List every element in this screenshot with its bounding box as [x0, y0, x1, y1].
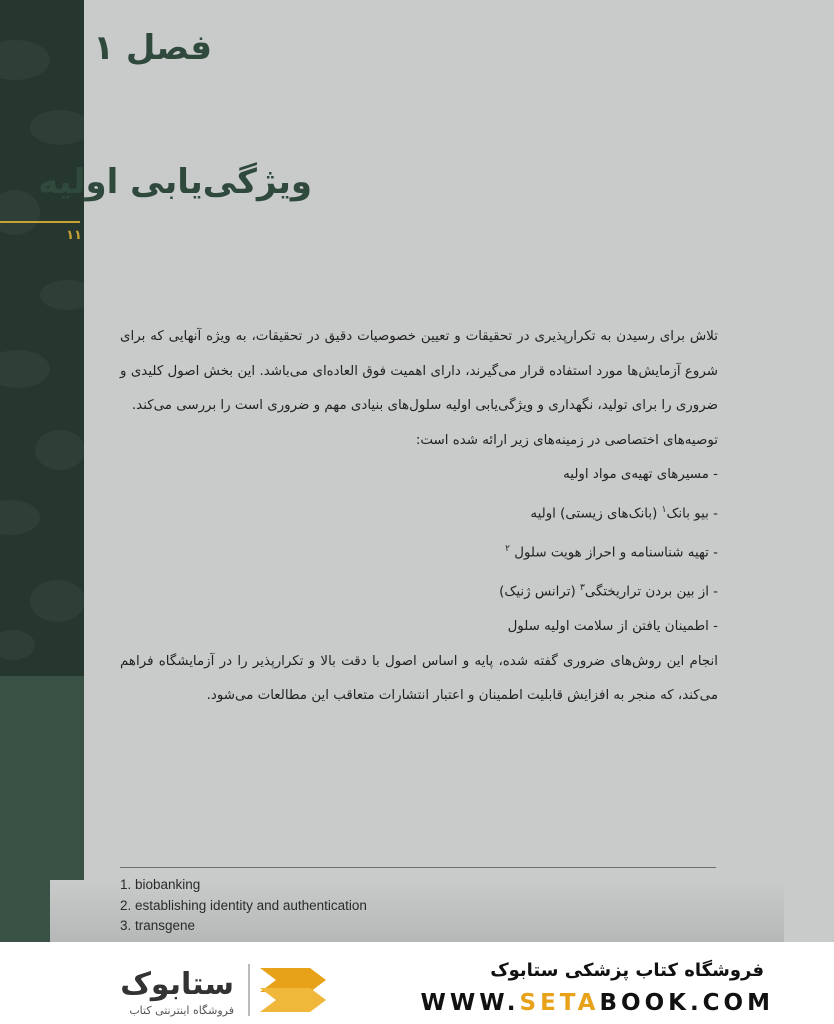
body-text: [120, 320, 718, 714]
store-logo: [92, 958, 342, 1022]
section-title: ویژگی‌یابی اولیه: [38, 162, 312, 202]
footnote-divider: [120, 867, 716, 868]
list-item: - اطمینان یافتن از سلامت اولیه سلول: [507, 619, 718, 635]
footnote: 1. biobanking: [120, 877, 201, 892]
logo-text: ستابوک: [120, 967, 234, 1002]
store-name: فروشگاه کتاب پزشکی ستابوک: [490, 960, 764, 981]
footnote-ref: ۳: [579, 583, 585, 594]
footnote-ref: ۱: [661, 504, 667, 515]
footnote-ref: ۲: [505, 544, 511, 555]
list-item: - از بین بردن تراریختگی$^۳$ (ترانس ژنیک): [499, 583, 718, 600]
footnote: 2. establishing identity and authentication: [120, 897, 367, 913]
list-intro: توصیه‌های اختصاصی در زمینه‌های زیر ارائه شده است:: [415, 432, 718, 448]
chevron-logo-icon: [260, 968, 326, 1012]
chapter-title: فصل ۱: [93, 28, 212, 68]
page-number-rule: [0, 221, 80, 223]
footnotes: [120, 875, 367, 937]
list-item: - تهیه شناسنامه و احراز هویت سلول $^۲$: [505, 544, 718, 561]
conclusion-paragraph: انجام این روش‌های ضروری گفته شده، پایه و اساس اصول با دقت بالا و تکرارپذیر را در آزمایشگاه فراهم می‌کند، که منجر به افزایش قابلیت اطمینان و اعتبار انتشارات متعاقب این مطالعات می‌شود.: [120, 653, 718, 704]
store-url[interactable]: WWW.SETABOOK.COM: [420, 990, 774, 1016]
list-item: - بیو بانک$^۱$ (بانک‌های زیستی) اولیه: [530, 504, 718, 522]
page-number: ۱۱: [66, 228, 82, 243]
logo-subtitle: فروشگاه اینترنتی کتاب: [129, 1004, 234, 1017]
intro-paragraph: تلاش برای رسیدن به تکرارپذیری در تحقیقات و تعیین خصوصیات دقیق در تحقیقات، به ویژه آنهایی که برای شروع آزمایش‌ها مورد استفاده قرار می‌گیرند، دارای اهمیت فوق العاده‌ای می‌باشد. این بخش اصول کلیدی و ضروری را برای تولید، نگهداری و ویژگی‌یابی اولیه سلول‌های بنیادی مهم و ضروری است را بررسی می‌کند.: [120, 329, 718, 414]
sidebar-dark-panel: [0, 0, 84, 676]
list-item: - مسیرهای تهیه‌ی مواد اولیه: [563, 467, 718, 483]
footnote: 3. transgene: [120, 918, 196, 933]
